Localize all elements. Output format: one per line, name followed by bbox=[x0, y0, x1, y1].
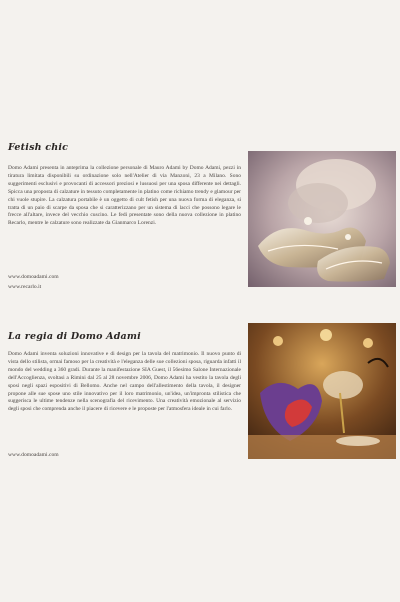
article-link[interactable]: www.domoadami.com bbox=[8, 452, 59, 458]
article-body-fetish-chic: Domo Adami presenta in anteprima la collezione personale di Mauro Adami by Domo Adami, pezzi in tiratura limitata disponibili su ordinazione solo nell'Atelier di via Manzoni, 23 a Milano. Sono suggerimenti esclusivi e provocanti di accessori preziosi e lussuosi per una sposa differente nei dettagli. Spicca una proposta di calzature in tessuto completamente in platino come richiamo trendy e glamour per chi vuole stupire. La calzatura portabile è un oggetto di cult fetish per una nuova forma di eleganza, si tratta di un paio di scarpe da sposa che si caratterizzano per un sistema di lacci che possono legare le frecce all'altare, invece del vecchio cuscino. Le fedi presentate sono della nuova collezione in platino Recarlo, mentre le calzature sono realizzate da Gianmarco Lorenzi. bbox=[8, 165, 241, 227]
article-title-fetish-chic: Fetish chic bbox=[8, 142, 69, 153]
wedding-table-photo bbox=[248, 323, 396, 459]
article-body-la-regia: Domo Adami inventa soluzioni innovative e di design per la tavola del matrimonio. Il nuovo punto di vista dello stilista, ormai famoso per la creatività e l'eleganza delle sue collezioni sposa, riguarda infatti il mondo del wedding a 360 gradi. Durante la manifestazione SIA Guest, il 56esimo Salone Internazionale dell'Accoglienza, svoltasi a Rimini dal 25 al 28 novembre 2006, Domo Adami ha vestito la tavola degli sposi negli spazi espositivi di Bellomo. Anche nel campo dell'allestimento della tavola, il designer propone alle sue spose uno stile innovativo per il loro matrimonio, un'idea, un'impronta stilistica che suggerisca le ultime tendenze nella scenografia del ricevimento. Una creatività emozionale al servizio degli sposi che comprenda anche il piacere di ricevere e le proposte per l'atmosfera ideale in cui farlo. bbox=[8, 351, 241, 413]
article-link[interactable]: www.domoadami.com bbox=[8, 274, 59, 280]
article-link[interactable]: www.recarlo.it bbox=[8, 284, 42, 290]
bridal-shoes-photo bbox=[248, 151, 396, 287]
article-title-la-regia: La regia di Domo Adami bbox=[8, 331, 141, 342]
